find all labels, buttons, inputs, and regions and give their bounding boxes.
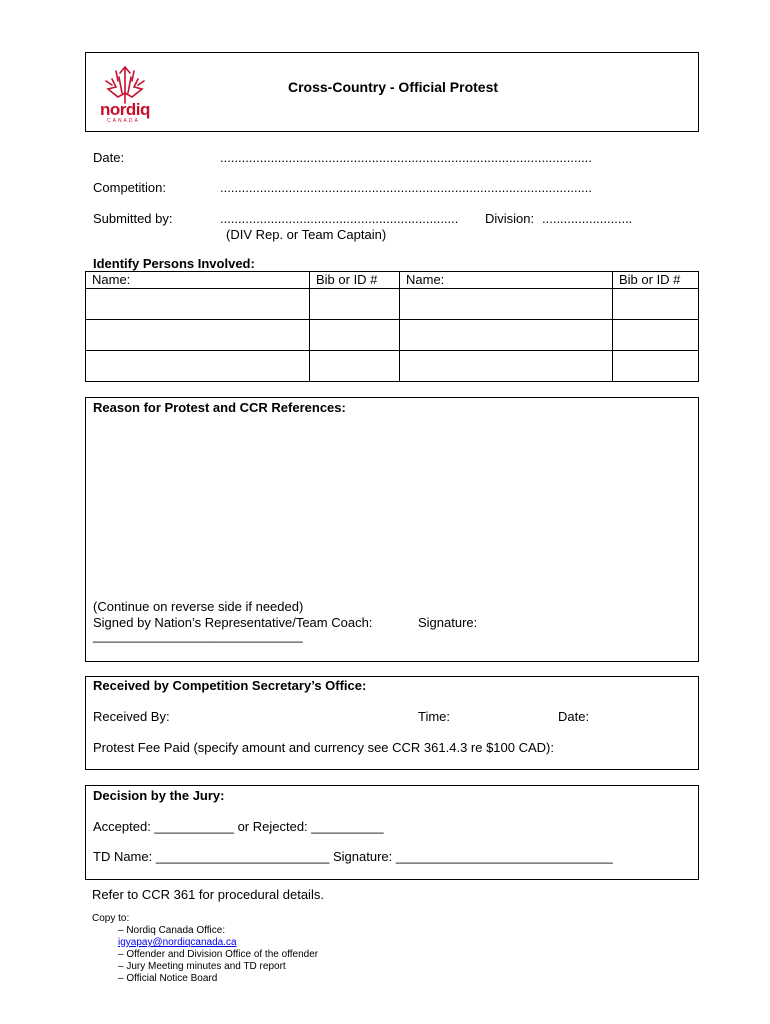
competition-label: Competition:	[93, 180, 166, 195]
persons-table	[85, 271, 699, 382]
submitted-by-label: Submitted by:	[93, 211, 173, 226]
table-header-row	[86, 272, 699, 289]
name-cell[interactable]	[86, 289, 310, 320]
bib-cell[interactable]	[613, 351, 699, 382]
bib-cell[interactable]	[310, 351, 400, 382]
column-header-name-2: Name:	[400, 272, 613, 289]
name-cell[interactable]	[86, 320, 310, 351]
bib-cell[interactable]	[310, 320, 400, 351]
column-header-bib-2: Bib or ID #	[613, 272, 699, 289]
submitted-by-field[interactable]: ..................................................................	[220, 211, 459, 226]
bib-cell[interactable]	[613, 320, 699, 351]
continue-note: (Continue on reverse side if needed)	[93, 599, 304, 614]
name-cell[interactable]	[400, 289, 613, 320]
page-title: Cross-Country - Official Protest	[287, 79, 499, 95]
received-heading: Received by Competition Secretary’s Office:	[93, 678, 367, 693]
received-date-label[interactable]: Date:	[558, 709, 590, 724]
column-header-name-1: Name:	[86, 272, 310, 289]
persons-heading: Identify Persons Involved:	[93, 256, 255, 271]
logo-wordmark: nordiq	[100, 100, 150, 119]
received-by-label[interactable]: Received By:	[93, 709, 170, 724]
date-field[interactable]: .......................................................................................................	[220, 150, 593, 165]
header-box	[85, 52, 699, 132]
name-cell[interactable]	[400, 320, 613, 351]
table-row	[86, 351, 699, 382]
signature-label: Signature:	[418, 615, 478, 630]
submitted-by-note: (DIV Rep. or Team Captain)	[226, 227, 387, 242]
decision-heading: Decision by the Jury:	[93, 788, 225, 803]
decision-box	[85, 785, 699, 880]
received-box	[85, 676, 699, 770]
copy-item: – Nordiq Canada Office:	[118, 925, 226, 936]
division-field[interactable]: .........................	[542, 211, 633, 226]
refer-text: Refer to CCR 361 for procedural details.	[92, 887, 324, 902]
name-cell[interactable]	[86, 351, 310, 382]
copy-item: – Official Notice Board	[118, 973, 218, 984]
copy-to-label: Copy to:	[92, 913, 130, 924]
reason-heading: Reason for Protest and CCR References:	[93, 400, 346, 415]
date-label: Date:	[93, 150, 125, 165]
copy-item: – Offender and Division Office of the offender	[118, 949, 319, 960]
td-name-line[interactable]: TD Name: ________________________ Signature: ______________________________	[93, 849, 613, 864]
bib-cell[interactable]	[613, 289, 699, 320]
fee-paid-text[interactable]: Protest Fee Paid (specify amount and currency see CCR 361.4.3 re $100 CAD):	[93, 740, 554, 755]
time-label[interactable]: Time:	[418, 709, 451, 724]
bib-cell[interactable]	[310, 289, 400, 320]
logo-subtext: CANADA	[107, 118, 140, 124]
copy-item: – Jury Meeting minutes and TD report	[118, 961, 286, 972]
signed-by-line[interactable]: _____________________________	[93, 628, 303, 643]
competition-field[interactable]: .......................................................................................................	[220, 180, 593, 195]
name-cell[interactable]	[400, 351, 613, 382]
table-row	[86, 289, 699, 320]
division-label: Division:	[485, 211, 535, 226]
reason-box[interactable]	[85, 397, 699, 662]
table-row	[86, 320, 699, 351]
signed-by-label: Signed by Nation’s Representative/Team Coach:	[93, 615, 373, 630]
column-header-bib-1: Bib or ID #	[310, 272, 400, 289]
accepted-rejected-line[interactable]: Accepted: ___________ or Rejected: __________	[93, 819, 384, 834]
email-link[interactable]: igyapay@nordiqcanada.ca	[118, 937, 237, 948]
